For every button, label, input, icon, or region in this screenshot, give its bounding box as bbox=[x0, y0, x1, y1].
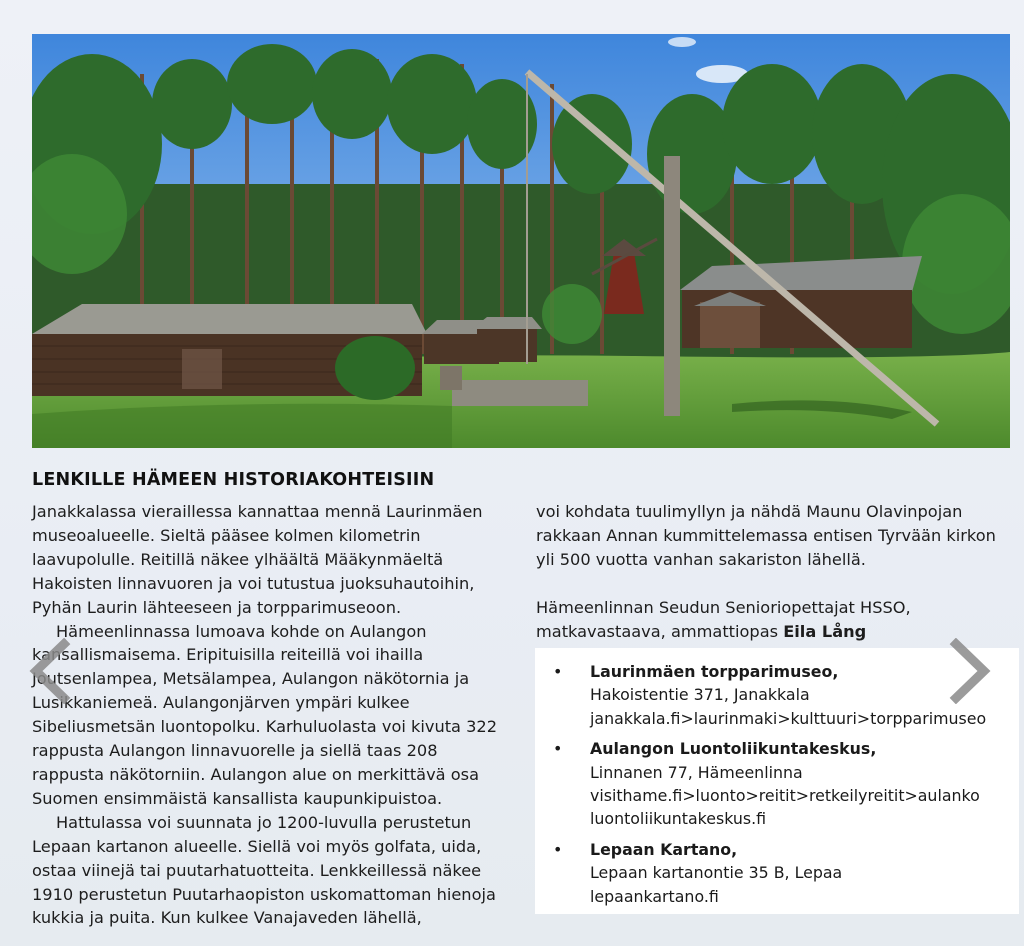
place-name: Aulangon Luontoliikuntakeskus, bbox=[590, 739, 877, 759]
chevron-right-icon bbox=[948, 638, 994, 704]
list-item bbox=[535, 838, 1019, 908]
place-name: Lepaan Kartano, bbox=[590, 839, 738, 859]
byline bbox=[536, 596, 996, 644]
list-item bbox=[535, 660, 1019, 730]
place-link[interactable]: luontoliikuntakeskus.fi bbox=[590, 809, 767, 829]
place-address: Hakoistentie 371, Janakkala bbox=[590, 685, 810, 705]
bullet-icon: • bbox=[553, 839, 563, 859]
byline-author: Eila Lång bbox=[783, 621, 867, 641]
paragraph-laurinmaki: Janakkalassa vieraillessa kannattaa mennä Laurinmäen museoalueelle. Sieltä pääsee kolmen kilometrin laavupolulle. Reitillä näkee ylhäältä Määkynmäeltä Hakoisten linnavuoren ja voi tutustua juoksuhautoihin, Pyhän Laurin lähteeseen ja torpparimuseoon. bbox=[32, 502, 483, 617]
chevron-left-icon bbox=[26, 638, 72, 704]
article-right-column bbox=[536, 500, 996, 644]
place-link[interactable]: janakkala.fi>laurinmaki>kulttuuri>torpparimuseo bbox=[590, 708, 987, 728]
paragraph-aulanko: Hämeenlinnassa lumoava kohde on Aulangon kansallismaisema. Eripituisilla reiteillä voi ihailla Joutsenlampea, Metsälampea, Aulangon näkötornia ja Lusikkaniemeä. Aulangonjärven ympäri kulkee Sibeliusmetsän luontopolku. Karhuluolasta voi kivuta 322 rappusta Aulangon linnavuorelle ja siellä taas 208 rappusta näkötorniin. Aulangon alue on merkittävä osa Suomen ensimmäistä kansallista kaupunkipuistoa. bbox=[32, 621, 498, 808]
place-name: Laurinmäen torpparimuseo, bbox=[590, 662, 839, 681]
header-photo bbox=[32, 34, 1010, 448]
info-box bbox=[535, 648, 1019, 914]
place-address: Linnanen 77, Hämeenlinna bbox=[590, 762, 803, 782]
byline-text: Hämeenlinnan Seudun Senioriopettajat HSSO, matkavastaava, ammattiopas bbox=[536, 597, 911, 641]
next-page-button[interactable] bbox=[948, 638, 994, 704]
place-link[interactable]: lepaankartano.fi bbox=[590, 886, 719, 906]
article-left-column bbox=[32, 500, 502, 930]
bullet-icon: • bbox=[553, 739, 563, 759]
bullet-icon: • bbox=[553, 662, 563, 681]
article-heading: LENKILLE HÄMEEN HISTORIAKOHTEISIIN bbox=[32, 470, 435, 490]
paragraph-continuation: voi kohdata tuulimyllyn ja nähdä Maunu Olavinpojan rakkaan Annan kummittelemassa entisen Tyrvään kirkon yli 500 vuotta vanhan sakariston lähellä. bbox=[536, 502, 996, 569]
place-link[interactable]: visithame.fi>luonto>reitit>retkeilyreitit>aulanko bbox=[590, 786, 980, 806]
place-address: Lepaan kartanontie 35 B, Lepaa bbox=[590, 863, 843, 883]
paragraph-lepaa: Hattulassa voi suunnata jo 1200-luvulla perustetun Lepaan kartanon alueelle. Siellä voi myös golfata, uida, ostaa viinejä tai puutarhatuotteita. Lenkkeillessä näkee 1910 perustetun Puutarhaopiston uskomattoman hienoja kukkia ja puita. Kun kulkee Vanajaveden lähellä, bbox=[32, 812, 496, 928]
prev-page-button[interactable] bbox=[26, 638, 72, 704]
list-item bbox=[535, 737, 1019, 831]
info-list bbox=[535, 648, 1019, 908]
